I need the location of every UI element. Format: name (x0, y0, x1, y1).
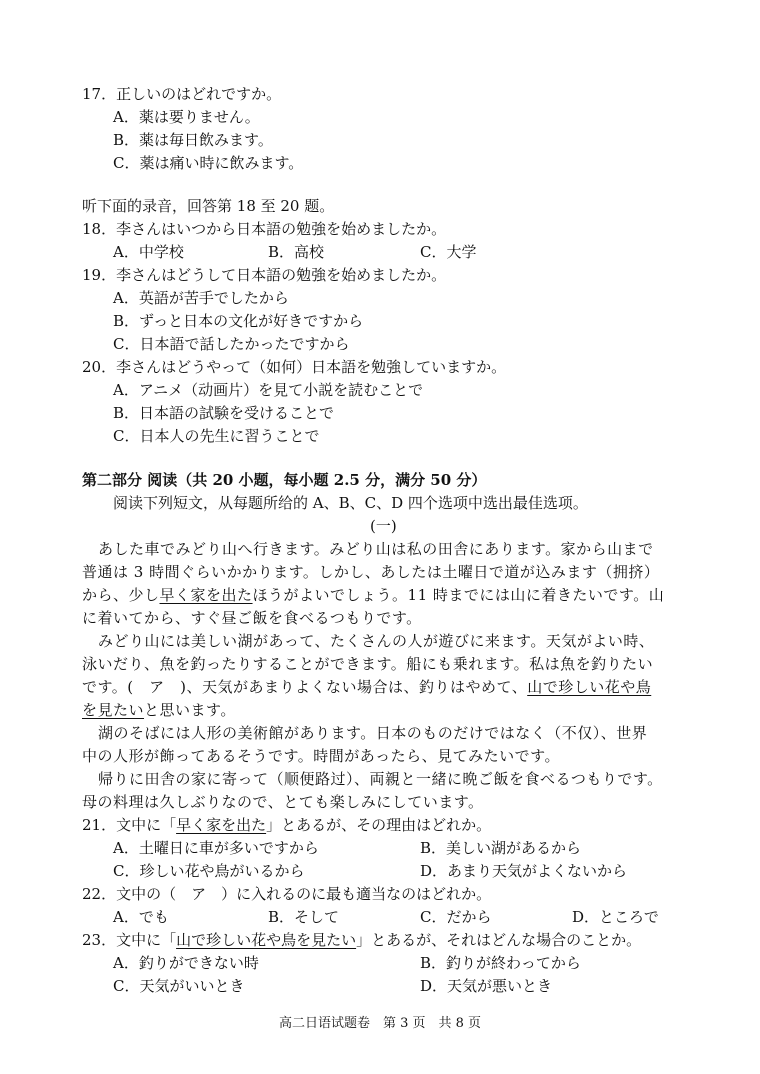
passage-line: 普通は 3 時間ぐらいかかります。しかし、あしたは土曜日で道が込みます（拥挤） (82, 563, 660, 581)
passage-text: と思います。 (144, 701, 236, 719)
section-number: (一) (370, 517, 397, 535)
underlined-phrase: 山で珍しい花や鳥 (527, 678, 652, 696)
passage-line (82, 585, 664, 605)
question-23-option-c: C．天気がいいとき (113, 977, 245, 995)
question-23-stem (82, 930, 641, 950)
passage-line: 湖のそばには人形の美術館があります。日本のものだけではなく（不仅）、世界 (98, 724, 648, 742)
part2-heading: 第二部分 阅读（共 20 小题，每小题 2.5 分，满分 50 分） (82, 471, 487, 489)
question-21-option-d: D．あまり天気がよくないから (420, 862, 628, 880)
question-23-option-b: B．釣りが終わってから (420, 954, 581, 972)
passage-line (82, 700, 236, 720)
underlined-phrase: 山で珍しい花や鳥を見たい (176, 931, 357, 949)
question-21-option-b: B．美しい湖があるから (420, 839, 582, 857)
part2-instruction: 阅读下列短文，从每题所给的 A、B、C、D 四个选项中选出最佳选项。 (113, 494, 588, 512)
question-22-stem: 22．文中の（ ア ）に入れるのに最も適当なのはどれか。 (82, 885, 492, 903)
question-22-option-a: A．でも (113, 908, 169, 926)
question-17-option-b: B．薬は毎日飲みます。 (113, 131, 273, 149)
passage-text: から、少し (82, 586, 160, 604)
passage-text: です。( ア )、天気があまりよくない場合は、釣りはやめて、 (82, 678, 528, 696)
underlined-phrase: 早く家を出た (176, 816, 267, 834)
question-18-option-a: A．中学校 (113, 243, 184, 261)
question-18-stem: 18．李さんはいつから日本語の勉強を始めましたか。 (82, 220, 447, 238)
question-17-option-a: A．薬は要りません。 (113, 108, 260, 126)
question-22-option-c: C．だから (420, 908, 492, 926)
passage-line: みどり山には美しい湖があって、たくさんの人が遊びに来ます。天気がよい時、 (98, 632, 655, 650)
question-17-option-c: C．薬は痛い時に飲みます。 (113, 154, 304, 172)
question-20-option-c: C．日本人の先生に習うことで (113, 427, 320, 445)
underlined-phrase: 早く家を出た (159, 586, 253, 604)
passage-line: 帰りに田舎の家に寄って（顺便路过）、両親と一緒に晩ご飯を食べるつもりです。 (98, 770, 663, 788)
question-21-option-a: A．土曜日に車が多いですから (113, 839, 319, 857)
question-20-option-a: A．アニメ（动画片）を見て小説を読むことで (113, 381, 424, 399)
question-20-stem: 20．李さんはどうやって（如何）日本語を勉強していますか。 (82, 358, 507, 376)
question-21-option-c: C．珍しい花や鳥がいるから (113, 862, 305, 880)
question-22-option-d: D．ところで (572, 908, 659, 926)
question-19-option-c: C．日本語で話したかったですから (113, 335, 350, 353)
passage-text: ほうがよいでしょう。11 時までには山に着きたいです。山 (252, 586, 665, 604)
underlined-phrase: を見たい (82, 701, 145, 719)
stem-text: 」とあるが、その理由はどれか。 (266, 816, 492, 834)
question-18-option-c: C．大学 (420, 243, 477, 261)
passage-line (82, 677, 651, 697)
passage-line: 中の人形が飾ってあるそうです。時間があったら、見てみたいです。 (82, 747, 560, 765)
question-18-option-b: B．高校 (268, 243, 325, 261)
question-23-option-a: A．釣りができない時 (113, 954, 259, 972)
listening-instruction: 听下面的录音，回答第 18 至 20 题。 (82, 197, 335, 215)
question-19-option-a: A．英語が苦手でしたから (113, 289, 289, 307)
passage-line: あした車でみどり山へ行きます。みどり山は私の田舎にあります。家から山まで (98, 540, 654, 558)
question-20-option-b: B．日本語の試験を受けることで (113, 404, 335, 422)
page-footer: 高二日语试题卷 第 3 页 共 8 页 (278, 1016, 482, 1031)
question-22-option-b: B．そして (268, 908, 340, 926)
question-17-stem: 17．正しいのはどれですか。 (82, 85, 282, 103)
passage-line: 泳いだり、魚を釣ったりすることができます。船にも乗れます。私は魚を釣りたい (82, 655, 654, 673)
question-19-option-b: B．ずっと日本の文化が好きですから (113, 312, 364, 330)
passage-line: に着いてから、すぐ昼ご飯を食べるつもりです。 (82, 609, 422, 627)
stem-text: 21．文中に「 (82, 816, 177, 834)
stem-text: 23．文中に「 (82, 931, 177, 949)
stem-text: 」とあるが、それはどんな場合のことか。 (356, 931, 642, 949)
question-19-stem: 19．李さんはどうして日本語の勉強を始めましたか。 (82, 266, 447, 284)
question-23-option-d: D．天気が悪いとき (420, 977, 553, 995)
question-21-stem (82, 815, 491, 835)
passage-line: 母の料理は久しぶりなので、とても楽しみにしています。 (82, 793, 484, 811)
